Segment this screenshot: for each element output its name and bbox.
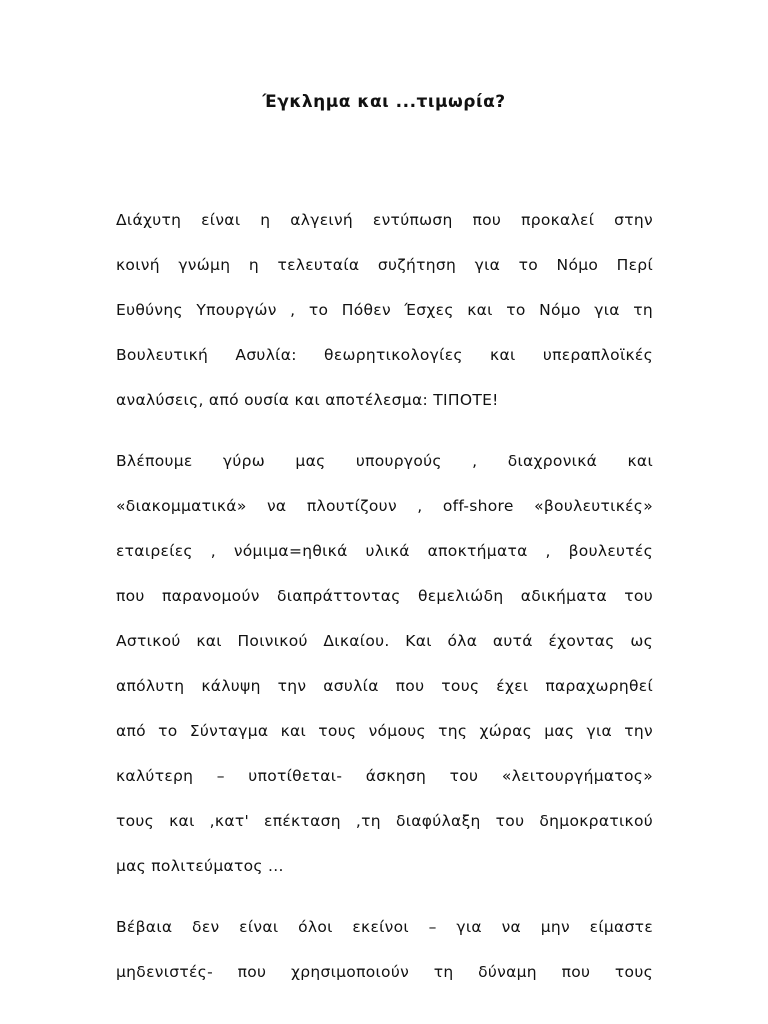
- paragraph-1: [116, 205, 653, 430]
- text-line: Βέβαια δεν είναι όλοι εκείνοι – για να μην είμαστε: [116, 918, 653, 936]
- text-line: καλύτερη – υποτίθεται- άσκηση του «λειτουργήματος»: [116, 767, 653, 785]
- document-title: Έγκλημα και ...τιμωρία?: [262, 92, 506, 112]
- paragraph-2: [116, 446, 653, 896]
- text-line: Ευθύνης Υπουργών , το Πόθεν Έσχες και το Νόμο για τη: [116, 301, 653, 319]
- text-line: εταιρείες , νόμιμα=ηθικά υλικά αποκτήματα , βουλευτές: [116, 542, 653, 560]
- text-line: απόλυτη κάλυψη την ασυλία που τους έχει παραχωρηθεί: [116, 677, 653, 695]
- text-line: που παρανομούν διαπράττοντας θεμελιώδη αδικήματα του: [116, 587, 653, 605]
- paragraph-3: [116, 912, 653, 1002]
- text-line: μας πολιτεύματος ...: [116, 857, 284, 875]
- text-line: «διακομματικά» να πλουτίζουν , off-shore «βουλευτικές»: [116, 497, 653, 515]
- text-line: τους και ,κατ' επέκταση ,τη διαφύλαξη του δημοκρατικού: [116, 812, 653, 830]
- text-line: από το Σύνταγμα και τους νόμους της χώρας μας για την: [116, 722, 653, 740]
- text-line: κοινή γνώμη η τελευταία συζήτηση για το Νόμο Περί: [116, 256, 653, 274]
- text-line: μηδενιστές- που χρησιμοποιούν τη δύναμη που τους: [116, 963, 653, 981]
- text-line: Βλέπουμε γύρω μας υπουργούς , διαχρονικά και: [116, 452, 653, 470]
- text-line: Αστικού και Ποινικού Δικαίου. Και όλα αυτά έχοντας ως: [116, 632, 653, 650]
- document-body: [116, 205, 653, 1018]
- text-line: Βουλευτική Ασυλία: θεωρητικολογίες και υπεραπλοϊκές: [116, 346, 653, 364]
- text-line: αναλύσεις, από ουσία και αποτέλεσμα: ΤΙΠΟΤΕ!: [116, 391, 499, 409]
- text-line: Διάχυτη είναι η αλγεινή εντύπωση που προκαλεί στην: [116, 211, 653, 229]
